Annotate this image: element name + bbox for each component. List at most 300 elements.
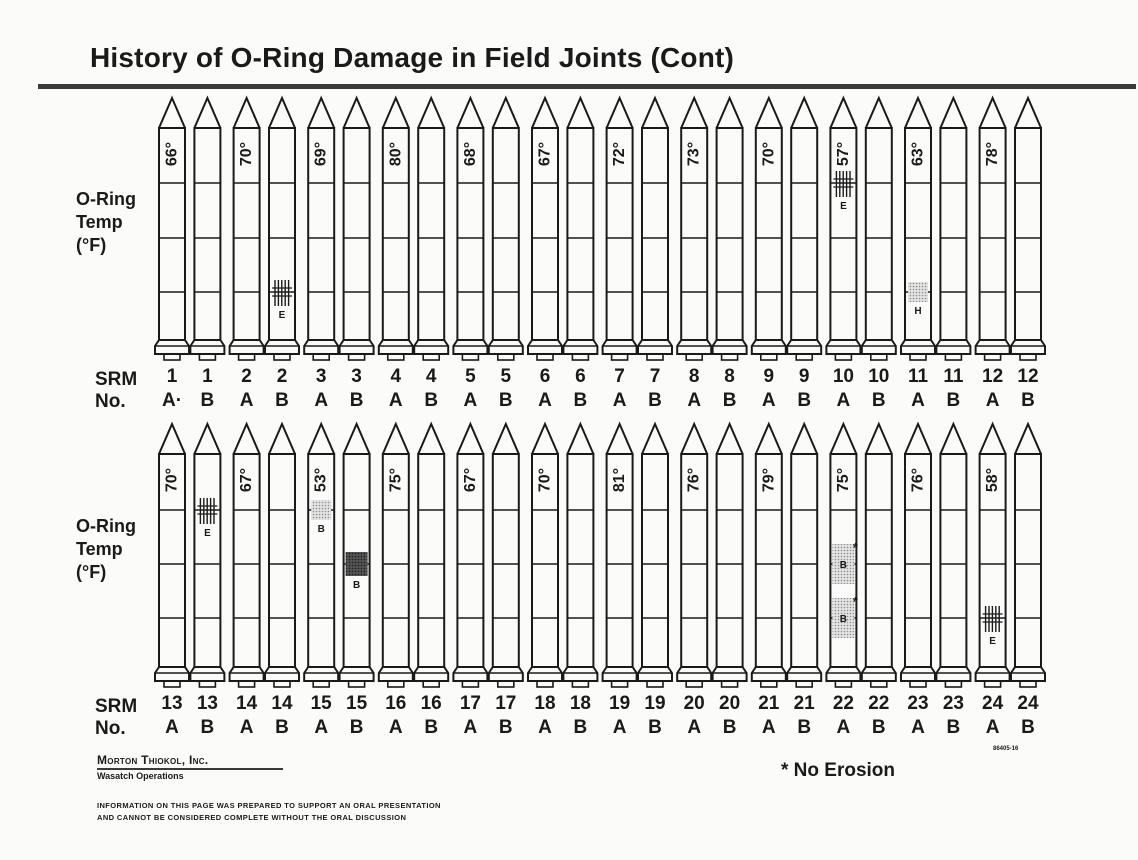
- srm-number: 5: [500, 366, 512, 387]
- srm-number: 9: [798, 366, 810, 387]
- rocket-srm-18-a: [528, 424, 562, 687]
- aft-skirt: [453, 340, 487, 354]
- srm-number: 19: [644, 693, 666, 714]
- srm-number: 16: [385, 693, 407, 714]
- aft-skirt: [826, 340, 860, 354]
- srm-number: 13: [161, 693, 183, 714]
- temperature-label: 67°: [536, 141, 554, 167]
- aft-skirt: [976, 667, 1010, 681]
- srm-side: A: [836, 390, 851, 411]
- damage-patch: [311, 500, 331, 520]
- aft-skirt: [379, 667, 413, 681]
- rocket-body: [418, 128, 444, 340]
- aft-skirt: [862, 340, 896, 354]
- aft-skirt: [677, 340, 711, 354]
- nose-cone: [269, 424, 295, 454]
- aft-skirt: [489, 667, 523, 681]
- nose-cone: [532, 424, 558, 454]
- srm-side: B: [275, 717, 289, 738]
- temperature-label: 58°: [984, 467, 1002, 493]
- damage-code: H: [914, 306, 922, 317]
- srm-side: B: [573, 390, 588, 411]
- company-underline: [97, 768, 283, 770]
- damage-mark: [983, 606, 1003, 647]
- srm-number: 6: [575, 366, 586, 387]
- rocket-body: [866, 454, 892, 667]
- srm-number: 19: [609, 693, 631, 714]
- aft-skirt: [603, 340, 637, 354]
- nose-cone: [866, 424, 892, 454]
- srm-number: 6: [539, 366, 551, 387]
- srm-number: 23: [907, 693, 929, 714]
- srm-number: 4: [425, 366, 437, 387]
- erosion-code: E: [278, 310, 286, 321]
- srm-number: 23: [942, 693, 964, 714]
- srm-number: 4: [390, 366, 402, 387]
- damage-mark: [272, 280, 292, 321]
- srm-number: 1: [202, 366, 213, 387]
- rocket-srm-3-a: [304, 98, 338, 360]
- temperature-label: 76°: [909, 467, 927, 493]
- rocket-srm-13-a: [155, 424, 189, 687]
- rocket-srm-15-a: [304, 424, 338, 687]
- srm-side: B: [1021, 390, 1035, 411]
- srm-number: 15: [346, 693, 368, 714]
- nose-cone: [756, 98, 782, 128]
- document-number: 86405-16: [993, 746, 1019, 752]
- rocket-srm-24-b: [1011, 424, 1045, 687]
- srm-side: A: [911, 390, 925, 411]
- temperature-label: 53°: [312, 467, 330, 493]
- srm-side: B: [424, 717, 439, 738]
- aft-skirt: [340, 340, 374, 354]
- rocket-srm-20-a: [677, 424, 711, 687]
- srm-side: A: [612, 390, 627, 411]
- rocket-srm-10-a: [826, 98, 860, 360]
- srm-side: B: [498, 390, 513, 411]
- srm-side: A: [687, 717, 702, 738]
- rocket-body: [567, 454, 593, 667]
- temp-label-line: Temp: [76, 212, 123, 232]
- aft-skirt: [265, 667, 299, 681]
- srm-side: A: [761, 390, 776, 411]
- srm-side: A: [761, 717, 776, 738]
- nose-cone: [791, 98, 817, 128]
- srm-number: 14: [271, 693, 293, 714]
- nose-cone: [457, 424, 483, 454]
- nose-cone: [383, 424, 409, 454]
- temperature-label: 57°: [834, 141, 852, 167]
- aft-skirt: [677, 667, 711, 681]
- temperature-label: 67°: [238, 467, 256, 493]
- aft-skirt: [936, 667, 970, 681]
- aft-skirt: [787, 340, 821, 354]
- rocket-srm-11-a: [901, 98, 935, 360]
- nose-cone: [344, 98, 370, 128]
- srm-number: 5: [465, 366, 476, 387]
- rocket-srm-14-a: [230, 424, 264, 687]
- temperature-label: 73°: [685, 141, 703, 167]
- aft-skirt: [603, 667, 637, 681]
- nose-cone: [308, 98, 334, 128]
- temperature-label: 75°: [387, 467, 405, 493]
- nose-cone: [194, 98, 220, 128]
- nose-cone: [1015, 424, 1041, 454]
- disclaimer-line: AND CANNOT BE CONSIDERED COMPLETE WITHOUT THE ORAL DISCUSSION: [97, 813, 407, 822]
- nose-cone: [940, 98, 966, 128]
- temperature-label: 68°: [461, 141, 479, 167]
- rocket-srm-22-b: [862, 424, 896, 687]
- nose-cone: [681, 424, 707, 454]
- nose-cone: [418, 424, 444, 454]
- division-name: Wasatch Operations: [97, 771, 184, 781]
- aft-skirt: [304, 340, 338, 354]
- temperature-label: 72°: [611, 141, 629, 167]
- temperature-label: 70°: [163, 467, 181, 493]
- rocket-body: [418, 454, 444, 667]
- aft-skirt: [155, 340, 189, 354]
- damage-mark: [908, 282, 928, 317]
- srm-label-line: SRM: [95, 696, 138, 717]
- nose-cone: [642, 424, 668, 454]
- aft-skirt: [230, 340, 264, 354]
- srm-number: 8: [724, 366, 735, 387]
- srm-number: 17: [495, 693, 517, 714]
- srm-side: B: [200, 390, 215, 411]
- damage-patch: [908, 282, 928, 302]
- srm-number: 20: [683, 693, 705, 714]
- blowby-patch: [346, 552, 368, 576]
- nose-cone: [567, 424, 593, 454]
- srm-side: B: [871, 390, 886, 411]
- rocket-body: [1015, 454, 1041, 667]
- srm-number: 14: [236, 693, 258, 714]
- nose-cone: [234, 98, 260, 128]
- srm-side: B: [424, 390, 439, 411]
- aft-skirt: [489, 340, 523, 354]
- srm-side: B: [200, 717, 215, 738]
- nose-cone: [866, 98, 892, 128]
- rocket-srm-22-a: [826, 424, 860, 687]
- no-erosion-asterisk: *: [852, 540, 858, 555]
- rocket-srm-1-b: [190, 98, 224, 360]
- srm-side: A: [985, 717, 1000, 738]
- rocket-body: [940, 454, 966, 667]
- srm-side: B: [648, 717, 662, 738]
- temp-label-line: (°F): [76, 235, 107, 255]
- aft-skirt: [638, 340, 672, 354]
- aft-skirt: [901, 667, 935, 681]
- aft-skirt: [340, 667, 374, 681]
- nose-cone: [418, 98, 444, 128]
- aft-skirt: [528, 340, 562, 354]
- page-title: History of O-Ring Damage in Field Joints (Cont): [90, 42, 735, 73]
- srm-side: B: [349, 390, 364, 411]
- srm-side: A: [388, 717, 403, 738]
- temperature-label: 66°: [163, 141, 181, 167]
- nose-cone: [830, 98, 856, 128]
- aft-skirt: [713, 667, 747, 681]
- rocket-srm-23-b: [936, 424, 970, 687]
- nose-cone: [940, 424, 966, 454]
- rocket-body: [642, 454, 668, 667]
- srm-number: 17: [459, 693, 481, 714]
- rocket-srm-17-a: [453, 424, 487, 687]
- srm-number: 18: [534, 693, 556, 714]
- temperature-label: 63°: [909, 141, 927, 167]
- rocket-srm-23-a: [901, 424, 935, 687]
- erosion-code: E: [989, 636, 996, 647]
- rocket-srm-4-a: [379, 98, 413, 360]
- rocket-srm-6-a: [528, 98, 562, 360]
- srm-side: A: [388, 390, 403, 411]
- nose-cone: [1015, 98, 1041, 128]
- damage-code: B: [352, 580, 361, 591]
- aft-skirt: [1011, 667, 1045, 681]
- rocket-srm-5-a: [453, 98, 487, 360]
- disclaimer-line: INFORMATION ON THIS PAGE WAS PREPARED TO SUPPORT AN ORAL PRESENTATION: [97, 801, 441, 810]
- aft-skirt: [826, 667, 860, 681]
- nose-cone: [830, 424, 856, 454]
- damage-mark: [346, 552, 368, 591]
- srm-number: 1: [166, 366, 178, 387]
- srm-side: A: [239, 390, 254, 411]
- srm-side: A: [612, 717, 627, 738]
- rocket-body: [1015, 128, 1041, 340]
- srm-side: B: [1021, 717, 1035, 738]
- aft-skirt: [379, 340, 413, 354]
- srm-side: A: [985, 390, 1000, 411]
- aft-skirt: [265, 340, 299, 354]
- temperature-label: 78°: [984, 141, 1002, 167]
- srm-side: B: [648, 390, 662, 411]
- rocket-body: [791, 128, 817, 340]
- temperature-label: 69°: [312, 141, 330, 167]
- temp-label-line: O-Ring: [76, 516, 136, 536]
- temperature-label: 70°: [760, 141, 778, 167]
- rocket-srm-19-b: [638, 424, 672, 687]
- temp-label-line: (°F): [76, 562, 107, 582]
- disclaimer: [97, 800, 441, 824]
- damage-mark: [311, 500, 331, 535]
- damage-mark: [832, 594, 858, 638]
- srm-side: A: [239, 717, 254, 738]
- erosion-code: E: [204, 528, 211, 539]
- srm-number: 10: [832, 366, 854, 387]
- srm-side: A: [836, 717, 851, 738]
- nose-cone: [234, 424, 260, 454]
- nose-cone: [308, 424, 334, 454]
- srm-number: 24: [982, 693, 1004, 714]
- aft-skirt: [563, 667, 597, 681]
- rocket-body: [642, 128, 668, 340]
- aft-skirt: [190, 340, 224, 354]
- rocket-srm-3-b: [340, 98, 374, 360]
- srm-number: 13: [196, 693, 218, 714]
- srm-number: 21: [793, 693, 815, 714]
- aft-skirt: [901, 340, 935, 354]
- srm-side: A: [911, 717, 925, 738]
- nose-cone: [159, 98, 185, 128]
- damage-mark: [832, 540, 858, 584]
- nose-cone: [717, 424, 743, 454]
- rocket-body: [717, 454, 743, 667]
- rocket-body: [866, 128, 892, 340]
- nose-cone: [493, 98, 519, 128]
- srm-side: B: [797, 390, 812, 411]
- erosion-code: E: [840, 201, 847, 212]
- srm-side: A: [538, 390, 552, 411]
- srm-side: B: [349, 717, 364, 738]
- rocket-body: [194, 128, 220, 340]
- damage-code: B: [839, 560, 848, 571]
- srm-side: B: [498, 717, 513, 738]
- damage-mark: [833, 171, 853, 212]
- rocket-body: [269, 128, 295, 340]
- rocket-body: [344, 128, 370, 340]
- srm-side: B: [797, 717, 812, 738]
- nose-cone: [607, 98, 633, 128]
- rocket-srm-18-b: [563, 424, 597, 687]
- aft-skirt: [976, 340, 1010, 354]
- rocket-body: [493, 454, 519, 667]
- srm-label-line: No.: [95, 391, 126, 412]
- rocket-srm-1-a: [155, 98, 189, 360]
- damage-mark: [197, 498, 217, 539]
- temperature-label: 81°: [611, 467, 629, 493]
- srm-side: A: [314, 390, 329, 411]
- temperature-label: 76°: [685, 467, 703, 493]
- rocket-body: [194, 454, 220, 667]
- srm-number: 16: [420, 693, 442, 714]
- srm-number: 3: [315, 366, 327, 387]
- rocket-srm-24-a: [976, 424, 1010, 687]
- damage-code: B: [839, 614, 848, 625]
- nose-cone: [980, 424, 1006, 454]
- temperature-label: 70°: [536, 467, 554, 493]
- rocket-body: [717, 128, 743, 340]
- rocket-srm-9-b: [787, 98, 821, 360]
- nose-cone: [791, 424, 817, 454]
- srm-number: 9: [763, 366, 775, 387]
- srm-number: 20: [719, 693, 741, 714]
- aft-skirt: [787, 667, 821, 681]
- srm-side: B: [275, 390, 289, 411]
- srm-number: 8: [688, 366, 700, 387]
- temp-label-line: O-Ring: [76, 189, 136, 209]
- srm-number: 7: [649, 366, 661, 387]
- rocket-srm-21-a: [752, 424, 786, 687]
- rocket-body: [493, 128, 519, 340]
- srm-side: B: [722, 717, 737, 738]
- srm-side: B: [946, 390, 961, 411]
- aft-skirt: [453, 667, 487, 681]
- nose-cone: [194, 424, 220, 454]
- srm-side: A: [463, 717, 478, 738]
- rocket-srm-8-a: [677, 98, 711, 360]
- nose-cone: [493, 424, 519, 454]
- temp-label-line: Temp: [76, 539, 123, 559]
- aft-skirt: [414, 340, 448, 354]
- rocket-srm-20-b: [713, 424, 747, 687]
- aft-skirt: [1011, 340, 1045, 354]
- rocket-srm-2-b: [265, 98, 299, 360]
- srm-label-line: No.: [95, 718, 126, 739]
- srm-number: 21: [758, 693, 780, 714]
- rocket-body: [269, 454, 295, 667]
- srm-side: B: [722, 390, 737, 411]
- srm-number: 11: [943, 366, 964, 387]
- srm-number: 7: [614, 366, 625, 387]
- srm-number: 2: [276, 366, 288, 387]
- srm-number: 15: [310, 693, 332, 714]
- nose-cone: [269, 98, 295, 128]
- damage-code: B: [317, 524, 325, 535]
- aft-skirt: [230, 667, 264, 681]
- rocket-srm-13-b: [190, 424, 224, 687]
- rocket-srm-6-b: [563, 98, 597, 360]
- nose-cone: [567, 98, 593, 128]
- nose-cone: [717, 98, 743, 128]
- temperature-label: 79°: [760, 467, 778, 493]
- aft-skirt: [155, 667, 189, 681]
- aft-skirt: [638, 667, 672, 681]
- srm-side: A·: [161, 390, 183, 411]
- nose-cone: [607, 424, 633, 454]
- nose-cone: [457, 98, 483, 128]
- srm-number: 2: [241, 366, 252, 387]
- srm-number: 11: [907, 366, 929, 387]
- aft-skirt: [563, 340, 597, 354]
- rocket-srm-16-b: [414, 424, 448, 687]
- rocket-srm-11-b: [936, 98, 970, 360]
- srm-side: A: [165, 717, 179, 738]
- rocket-srm-15-b: [340, 424, 374, 687]
- nose-cone: [383, 98, 409, 128]
- temperature-label: 70°: [238, 141, 256, 167]
- srm-side: B: [871, 717, 886, 738]
- aft-skirt: [752, 667, 786, 681]
- aft-skirt: [190, 667, 224, 681]
- nose-cone: [905, 98, 931, 128]
- rocket-srm-7-a: [603, 98, 637, 360]
- srm-label-line: SRM: [95, 369, 138, 390]
- rocket-body: [791, 454, 817, 667]
- rocket-srm-5-b: [489, 98, 523, 360]
- aft-skirt: [528, 667, 562, 681]
- no-erosion-asterisk: *: [852, 594, 858, 609]
- aft-skirt: [752, 340, 786, 354]
- srm-side: A: [687, 390, 702, 411]
- nose-cone: [681, 98, 707, 128]
- no-erosion-legend: * No Erosion: [781, 760, 896, 781]
- rocket-srm-7-b: [638, 98, 672, 360]
- rocket-srm-17-b: [489, 424, 523, 687]
- srm-number: 10: [868, 366, 890, 387]
- rocket-srm-21-b: [787, 424, 821, 687]
- rocket-body: [940, 128, 966, 340]
- nose-cone: [905, 424, 931, 454]
- srm-number: 3: [351, 366, 362, 387]
- company-name: Morton Thiokol, Inc.: [97, 753, 209, 767]
- srm-side: A: [538, 717, 552, 738]
- rocket-srm-12-a: [976, 98, 1010, 360]
- temperature-label: 75°: [834, 467, 852, 493]
- rocket-srm-2-a: [230, 98, 264, 360]
- srm-side: B: [946, 717, 961, 738]
- nose-cone: [980, 98, 1006, 128]
- aft-skirt: [713, 340, 747, 354]
